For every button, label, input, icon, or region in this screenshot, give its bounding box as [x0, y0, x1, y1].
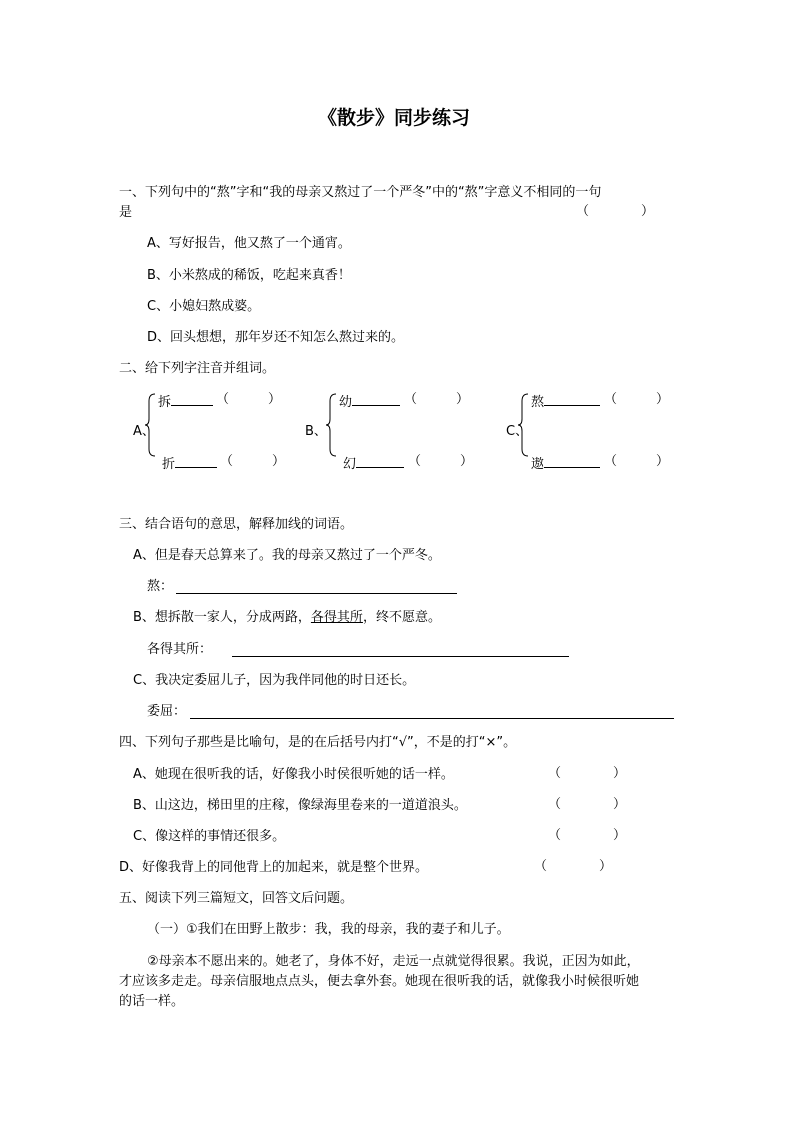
q1-option-d: D、回头想想，那年岁还不知怎么熬过来的。	[147, 330, 405, 345]
q2-group-b-bottom-paren: （ ）	[408, 454, 474, 469]
q1-option-c: C、小媳妇熬成婆。	[147, 299, 261, 314]
q2-group-b-top-char: 幼	[339, 391, 400, 412]
q2-group-c-bottom-paren: （ ）	[604, 454, 670, 469]
q2-group-a-label: A、	[133, 424, 155, 439]
page-title: 《散步》同步练习	[318, 107, 471, 129]
q5-heading: 五、阅读下列三篇短文，回答文后问题。	[119, 891, 354, 906]
q5-passage-para-2-line-2: 才应该多走走。母亲信服地点点头，便去拿外套。她现在很听我的话，就像我小时候很听她	[119, 974, 640, 989]
q2-group-b-bottom-char: 幻	[343, 453, 404, 474]
q3-c-label: 委屈：	[147, 704, 187, 719]
q3-a-text: A、但是春天总算来了。我的母亲又熬过了一个严冬。	[133, 548, 441, 563]
q3-b-answer-line[interactable]	[232, 656, 569, 657]
q1-answer-paren: （ ）	[576, 204, 655, 219]
q2-group-a-top-char: 拆	[158, 391, 213, 412]
q5-passage-para-1: （一）①我们在田野上散步：我，我的母亲，我的妻子和儿子。	[147, 922, 510, 937]
q4-item-b-paren: （ ）	[548, 797, 627, 812]
q3-b-text: B、想拆散一家人，分成两路，各得其所，终不愿意。	[133, 610, 441, 625]
q4-item-a-paren: （ ）	[548, 766, 627, 781]
q2-group-c-bottom-char: 遨	[531, 453, 600, 474]
q5-passage-para-2-line-1: ②母亲本不愿出来的。她老了，身体不好，走远一点就觉得很累。我说，正因为如此，	[147, 954, 640, 969]
q2-heading: 二、给下列字注音并组词。	[119, 361, 276, 376]
q4-item-a: A、她现在很听我的话，好像我小时侯很听她的话一样。	[133, 767, 454, 782]
q2-group-b-brace	[326, 393, 338, 457]
q1-line1: 一、下列句中的“熬”字和“我的母亲又熬过了一个严冬”中的“熬”字意义不相同的一句	[119, 185, 602, 200]
q3-a-answer-line[interactable]	[176, 593, 457, 594]
q1-option-a: A、写好报告，他又熬了一个通宵。	[147, 236, 351, 251]
q4-item-b: B、山这边，梯田里的庄稼，像绿海里卷来的一道道浪头。	[133, 798, 467, 813]
q3-c-answer-line[interactable]	[190, 718, 674, 719]
q3-heading: 三、结合语句的意思，解释加线的词语。	[119, 517, 354, 532]
q3-b-underlined-word: 各得其所	[310, 610, 363, 625]
q2-group-c-top-paren: （ ）	[604, 392, 670, 407]
q5-passage-para-2-line-3: 的话一样。	[119, 994, 185, 1009]
q4-item-d-paren: （ ）	[534, 859, 613, 874]
q2-group-b-label: B、	[305, 424, 327, 439]
q2-group-c-top-char: 熬	[531, 391, 600, 412]
q1-line2: 是	[119, 205, 133, 220]
q3-a-label: 熬：	[147, 579, 174, 594]
q4-item-d: D、好像我背上的同他背上的加起来，就是整个世界。	[119, 860, 429, 875]
q2-group-a-brace	[145, 393, 157, 457]
q2-group-a-bottom-paren: （ ）	[220, 454, 286, 469]
q1-option-b: B、小米熬成的稀饭，吃起来真香！	[147, 268, 351, 283]
q4-heading: 四、下列句子那些是比喻句，是的在后括号内打“√”，不是的打“×”。	[119, 735, 517, 750]
q2-group-a-bottom-char: 折	[162, 453, 217, 474]
q3-b-label: 各得其所：	[147, 642, 213, 657]
q2-group-b-top-paren: （ ）	[404, 392, 470, 407]
q4-item-c: C、像这样的事情还很多。	[133, 829, 286, 844]
q3-c-text: C、我决定委屈儿子，因为我伴同他的时日还长。	[133, 673, 416, 688]
q4-item-c-paren: （ ）	[548, 828, 627, 843]
q2-group-c-brace	[518, 393, 530, 457]
q2-group-a-top-paren: （ ）	[216, 392, 282, 407]
q2-group-c-label: C、	[506, 424, 529, 439]
